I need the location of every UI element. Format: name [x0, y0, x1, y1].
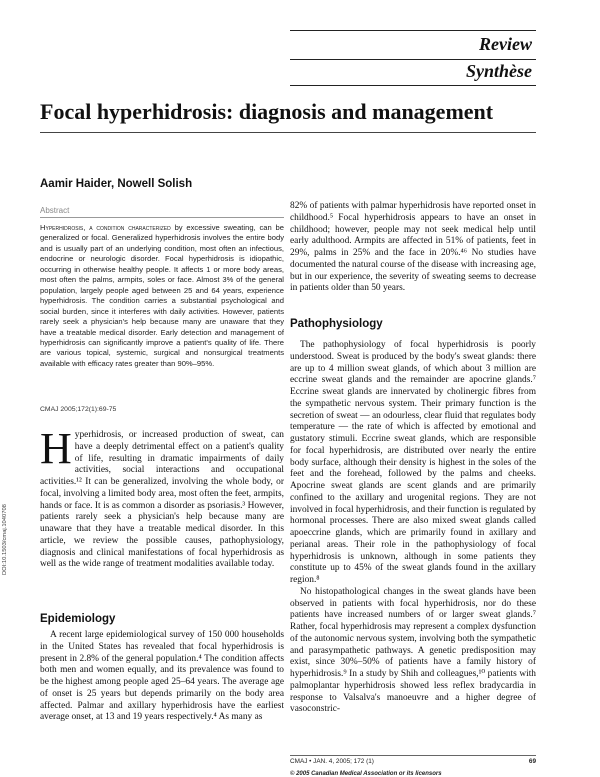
- abstract-lead: Hyperhidrosis, a condition characterized: [40, 223, 171, 232]
- article-title: Focal hyperhidrosis: diagnosis and management: [40, 99, 494, 124]
- header-rule-bottom: [290, 85, 536, 86]
- header-rule-top: [290, 30, 536, 31]
- abstract-rule: [40, 217, 284, 218]
- drop-cap: H: [40, 424, 72, 473]
- footer-rule: [290, 755, 536, 756]
- pathophysiology-text: [290, 340, 536, 716]
- copyright: © 2005 Canadian Medical Association or its licensors: [290, 771, 442, 777]
- intro-paragraph: [40, 424, 284, 571]
- abstract-body: [40, 223, 284, 369]
- citation: CMAJ 2005;172(1):69-75: [40, 406, 117, 413]
- intro-text: yperhidrosis, or increased production of sweat, can have a deeply detrimental effect on a patient's quality of life, resulting in dramatic impairments of daily activities, social interactions and occupational activities.¹² It can be generalized, involving the whole body, or focal, involving a limited body area, most often the feet, armpits, hands or face. It is as common a disorder as psoriasis.³ However, patients rarely seek a physician's help because many are unaware that they have a treatable medical disorder. In this article, we review the possible causes, pathophysiology, diagnosis and clinical manifestations of focal hyperhidrosis as well as the wide range of treatment modalities available today.: [40, 430, 284, 570]
- header-rule-middle: [290, 59, 536, 60]
- footer-journal: CMAJ • JAN. 4, 2005; 172 (1): [290, 758, 374, 765]
- article-authors: Aamir Haider, Nowell Solish: [40, 178, 193, 190]
- epidemiology-heading: Epidemiology: [40, 613, 116, 625]
- pathophysiology-heading: Pathophysiology: [290, 318, 383, 330]
- doi-sidebar: DOI:10.1503/cmaj.1040708: [2, 504, 8, 575]
- title-rule: [40, 132, 536, 133]
- abstract-text: by excessive sweating, can be generalized or focal. Generalized hyperhidrosis involves the entire body and is usually part of an underlying condition, most often an infectious, endocrine or neurologic disorder. Focal hyperhidrosis is idiopathic, occurring in otherwise healthy people. It affects 1 or more body areas, most often the palms, armpits, soles or face. Almost 3% of the general population, largely people aged between 25 and 64 years, experience hyperhidrosis. The condition carries a substantial psychological and social burden, since it interferes with daily activities. However, patients rarely seek a physician's help because many are unaware that they have a treatable medical disorder. Early detection and management of hyperhidrosis can significantly improve a patient's quality of life. There are various topical, systemic, surgical and nonsurgical treatments available with efficacy rates greater than 90%–95%.: [40, 223, 284, 368]
- footer-journal-line: [290, 758, 536, 765]
- section-label-synthese: Synthèse: [465, 61, 532, 81]
- section-label-review: Review: [479, 34, 532, 54]
- pathophysiology-paragraph-1: The pathophysiology of focal hyperhidrosis is poorly understood. Sweat is produced by the body's sweat glands: there are up to 4 million sweat glands, of which about 3 million are eccrine sweat glands and the remainder are apocrine glands.⁷ Eccrine sweat glands are innervated by cholinergic fibres from the sympathetic nervous system. Their primary function is the secretion of sweat — an odourless, clear fluid that regulates body temperature — the rate of which is affected by emotional and gustatory stimuli. Eccrine sweat glands, which are responsible for focal hyperhidrosis, are distributed over nearly the entire body surface, although their density is highest in the soles of the feet and the forehead, followed by the palms and cheeks. Apocrine sweat glands are scent glands and are primarily confined to the axillary and urogenital regions. They are not involved in focal hyperhidrosis, and their function is regulated by hormonal processes. There are also mixed sweat glands called apoeccrine glands, which are primarily found in axillary and perianal areas. Their role in the pathophysiology of focal hyperhidrosis is unknown, although in some patients they constitute up to 45% of the sweat glands found in the axillary region.⁸: [290, 340, 536, 585]
- abstract-label: Abstract: [40, 206, 70, 215]
- page-number: 69: [528, 758, 536, 765]
- continuation-paragraph: 82% of patients with palmar hyperhidrosis have reported onset in childhood.⁵ Focal hyperhidrosis appears to have an onset in childhood; however, people may not seek medical help until early adulthood. Armpits are affected in 51% of patients, feet in 29%, palms in 25% and the face in 20%.⁴⁶ No studies have documented the natural course of the disease with increasing age, but in our experience, the severity of sweating seems to decrease in patients older than 50 years.: [290, 201, 536, 294]
- pathophysiology-paragraph-2: No histopathological changes in the sweat glands have been observed in patients with focal hyperhidrosis, nor do these patients have increased numbers of or larger sweat glands.⁷ Rather, focal hyperhidrosis may represent a complex dysfunction of the autonomic nervous system, involving both the sympathetic and parasympathetic pathways. A genetic predisposition may exist, since 30%–50% of patients have a family history of hyperhidrosis.⁹ In a study by Shih and colleagues,¹⁰ patients with palmoplantar hyperhidrosis showed less reflex bradycardia in response to Valsalva's manoeuvre and a higher degree of vasoconstric-: [290, 586, 536, 715]
- epidemiology-text: A recent large epidemiological survey of 150 000 households in the United States has revealed that focal hyperhidrosis is present in 2.8% of the general population.⁴ The condition affects both men and women equally, and its prevalence was found to be the highest among people aged 25–64 years. The average age of onset is 25 years but depends primarily on the body area affected. Palmar and axillary hyperhidrosis have the earliest average onset, at 13 and 19 years respectively.⁴ As many as: [40, 630, 284, 723]
